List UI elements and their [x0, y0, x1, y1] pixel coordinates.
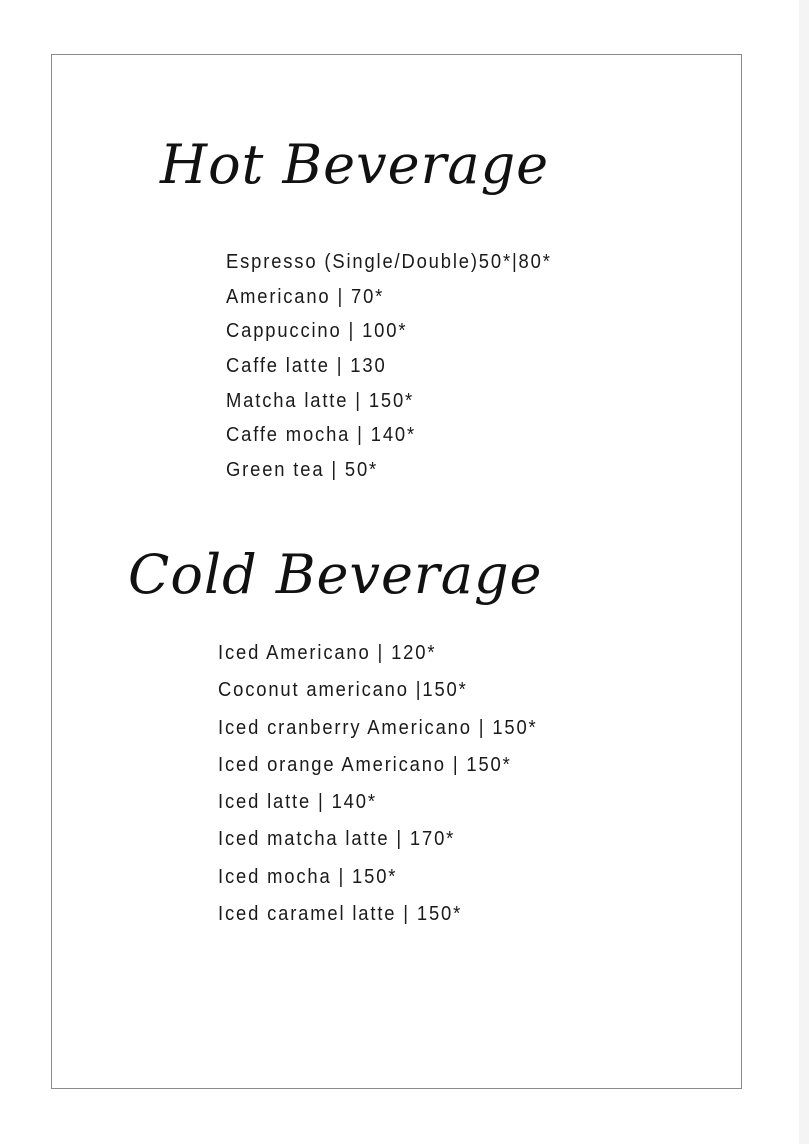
menu-item: Iced cranberry Americano | 150*: [218, 716, 538, 739]
menu-item: Americano | 70*: [226, 285, 385, 308]
menu-item: Iced matcha latte | 170*: [218, 828, 456, 851]
cold-beverage-heading: Cold Beverage: [128, 543, 543, 606]
menu-item: Matcha latte | 150*: [226, 389, 415, 412]
menu-item: Iced orange Americano | 150*: [218, 753, 512, 776]
menu-item: Caffe latte | 130: [226, 355, 387, 378]
menu-item: Cappuccino | 100*: [226, 320, 408, 343]
menu-item: Espresso (Single/Double)50*|80*: [226, 251, 552, 273]
menu-item: Caffe mocha | 140*: [226, 424, 416, 447]
hot-beverage-list: [226, 248, 580, 491]
menu-item: Iced latte | 140*: [218, 791, 377, 814]
cold-beverage-list: [218, 639, 565, 937]
hot-beverage-heading: Hot Beverage: [160, 133, 550, 196]
menu-item: Iced Americano | 120*: [218, 642, 437, 664]
menu-item: Iced caramel latte | 150*: [218, 903, 463, 926]
menu-item: Coconut americano |150*: [218, 679, 468, 702]
menu-item: Green tea | 50*: [226, 459, 379, 482]
menu-item: Iced mocha | 150*: [218, 865, 398, 888]
